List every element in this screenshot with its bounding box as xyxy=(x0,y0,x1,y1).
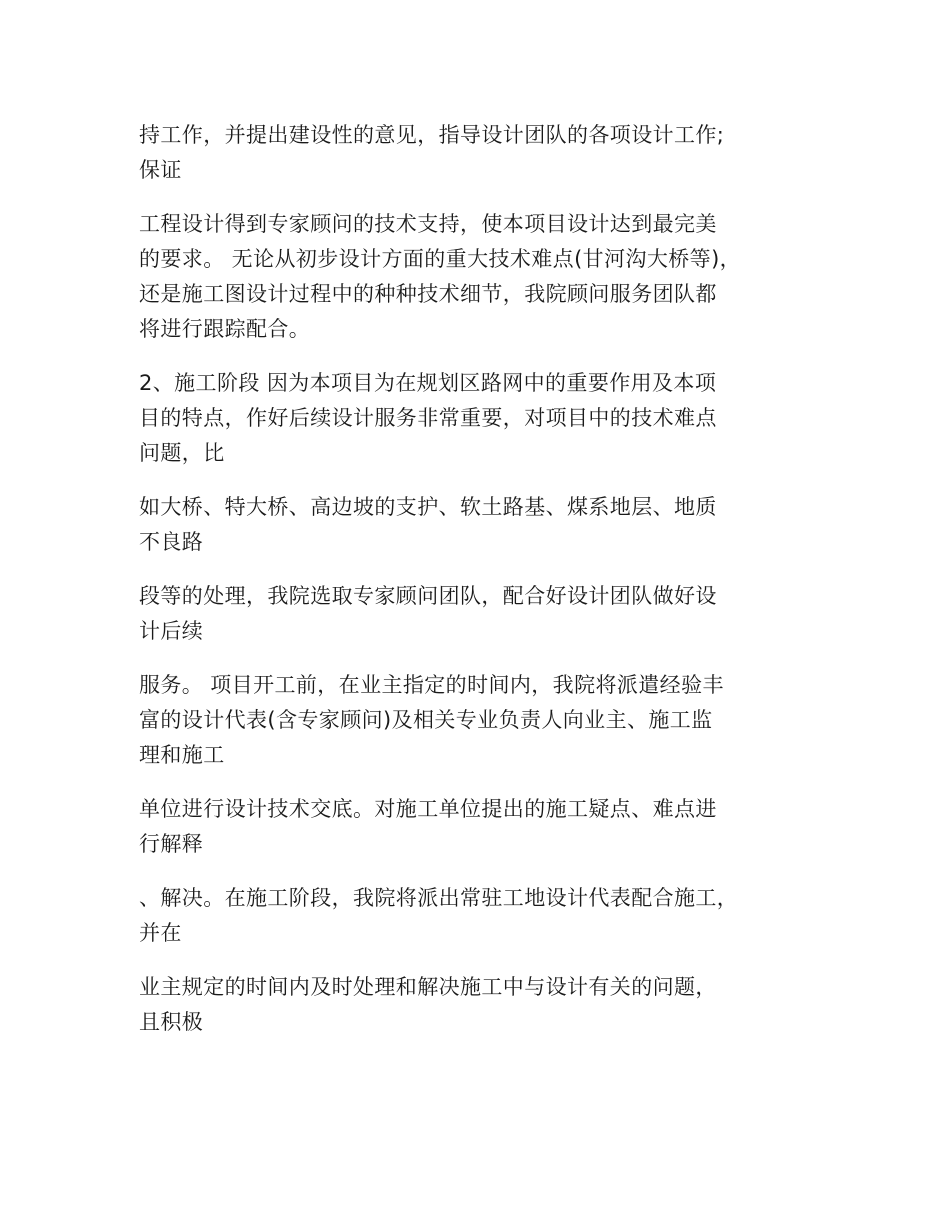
paragraph-5 xyxy=(139,579,819,649)
text-line: 将进行跟踪配合。 xyxy=(139,317,311,341)
document-body xyxy=(139,118,819,1059)
paragraph-9 xyxy=(139,970,819,1040)
text-line: 单位进行设计技术交底。对施工单位提出的施工疑点、难点进 xyxy=(139,797,717,821)
text-line: 理和施工 xyxy=(139,743,225,767)
text-line: 问题，比 xyxy=(139,441,225,465)
text-line: 2、施工阶段 因为本项目为在规划区路网中的重要作用及本项 xyxy=(139,371,717,395)
paragraph-4 xyxy=(139,490,819,560)
text-line: 保证 xyxy=(139,158,182,182)
text-line: 富的设计代表(含专家顾问)及相关专业负责人向业主、施工监 xyxy=(139,708,713,732)
text-line: 且积极 xyxy=(139,1010,204,1034)
text-line: 计后续 xyxy=(139,619,204,643)
text-line: 服务。 项目开工前，在业主指定的时间内，我院将派遣经验丰 xyxy=(139,673,724,697)
text-line: 行解释 xyxy=(139,832,204,856)
text-line: 工程设计得到专家顾问的技术支持，使本项目设计达到最完美 xyxy=(139,212,717,236)
text-line: 目的特点，作好后续设计服务非常重要，对项目中的技术难点 xyxy=(139,406,717,430)
text-line: 的要求。 无论从初步设计方面的重大技术难点(甘河沟大桥等)， xyxy=(139,247,742,271)
text-line: 还是施工图设计过程中的种种技术细节，我院顾问服务团队都 xyxy=(139,282,717,306)
paragraph-1 xyxy=(139,118,819,188)
text-line: 段等的处理，我院选取专家顾问团队，配合好设计团队做好设 xyxy=(139,584,717,608)
text-line: 、解决。在施工阶段，我院将派出常驻工地设计代表配合施工， xyxy=(139,886,739,910)
paragraph-8 xyxy=(139,881,819,951)
text-line: 业主规定的时间内及时处理和解决施工中与设计有关的问题， xyxy=(139,975,717,999)
text-line: 不良路 xyxy=(139,530,204,554)
text-line: 并在 xyxy=(139,921,182,945)
paragraph-6 xyxy=(139,668,819,773)
paragraph-2 xyxy=(139,207,819,347)
text-line: 持工作，并提出建设性的意见，指导设计团队的各项设计工作; xyxy=(139,123,725,147)
text-line: 如大桥、特大桥、高边坡的支护、软土路基、煤系地层、地质 xyxy=(139,495,717,519)
paragraph-7 xyxy=(139,792,819,862)
paragraph-3 xyxy=(139,366,819,471)
